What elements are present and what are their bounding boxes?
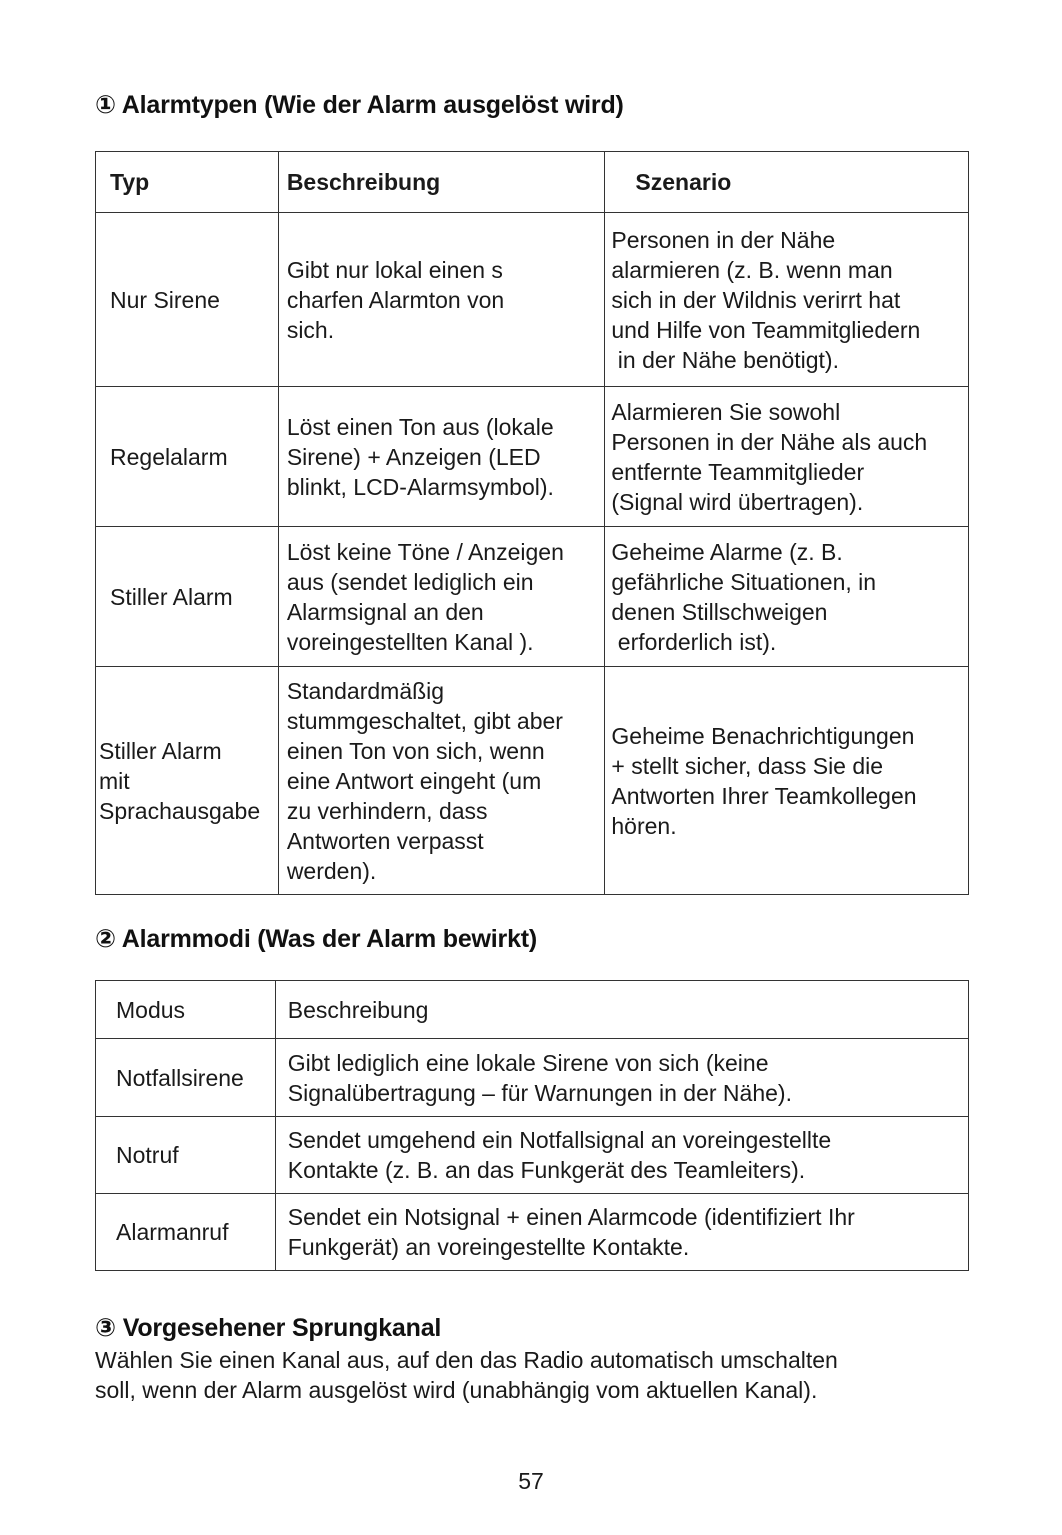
cell-beschreibung: Gibt nur lokal einen s charfen Alarmton von sich.	[278, 213, 605, 387]
cell-szenario: Personen in der Nähe alarmieren (z. B. wenn man sich in der Wildnis verirrt hat und Hilfe von Teammitgliedern in der Nähe benötigt).	[605, 213, 969, 387]
table-row	[96, 527, 969, 667]
cell-beschreibung: Standardmäßig stummgeschaltet, gibt aber einen Ton von sich, wenn eine Antwort eingeht (um zu verhindern, dass Antworten verpasst werden).	[278, 667, 605, 895]
cell-szenario: Alarmieren Sie sowohl Personen in der Nähe als auch entfernte Teammitglieder (Signal wird übertragen).	[605, 387, 969, 527]
column-header-szenario: Szenario	[605, 152, 969, 213]
column-header-beschreibung: Beschreibung	[275, 981, 968, 1039]
section-heading-alarmmodi: ② Alarmmodi (Was der Alarm bewirkt)	[95, 925, 538, 953]
sprungkanal-description: Wählen Sie einen Kanal aus, auf den das Radio automatisch umschalten soll, wenn der Alarm ausgelöst wird (unabhängig vom aktuellen Kanal).	[95, 1347, 838, 1403]
cell-typ: Nur Sirene	[96, 213, 279, 387]
alarmmodi-table	[95, 980, 969, 1271]
section-heading-sprungkanal: ③ Vorgesehener Sprungkanal	[95, 1314, 442, 1342]
cell-beschreibung: Gibt lediglich eine lokale Sirene von sich (keine Signalübertragung – für Warnungen in der Nähe).	[275, 1039, 968, 1117]
table-row	[96, 387, 969, 527]
alarmtypen-table	[95, 151, 969, 895]
cell-szenario: Geheime Benachrichtigungen + stellt sicher, dass Sie die Antworten Ihrer Teamkollegen hören.	[605, 667, 969, 895]
section-heading-alarmtypen: ① Alarmtypen (Wie der Alarm ausgelöst wird)	[95, 91, 624, 119]
cell-beschreibung: Sendet umgehend ein Notfallsignal an voreingestellte Kontakte (z. B. an das Funkgerät des Teamleiters).	[275, 1117, 968, 1194]
cell-modus: Notruf	[96, 1117, 276, 1194]
table-row	[96, 667, 969, 895]
cell-beschreibung: Löst einen Ton aus (lokale Sirene) + Anzeigen (LED blinkt, LCD-Alarmsymbol).	[278, 387, 605, 527]
cell-modus: Alarmanruf	[96, 1194, 276, 1271]
table-row	[96, 1117, 969, 1194]
table-row	[96, 1039, 969, 1117]
table-header-row	[96, 152, 969, 213]
cell-szenario: Geheime Alarme (z. B. gefährliche Situationen, in denen Stillschweigen erforderlich ist).	[605, 527, 969, 667]
cell-modus: Notfallsirene	[96, 1039, 276, 1117]
table-row	[96, 213, 969, 387]
cell-beschreibung: Sendet ein Notsignal + einen Alarmcode (identifiziert Ihr Funkgerät) an voreingestellte Kontakte.	[275, 1194, 968, 1271]
cell-beschreibung: Löst keine Töne / Anzeigen aus (sendet lediglich ein Alarmsignal an den voreingestellten Kanal ).	[278, 527, 605, 667]
cell-typ: Stiller Alarm mit Sprachausgabe	[96, 667, 279, 895]
table-row	[96, 1194, 969, 1271]
column-header-beschreibung: Beschreibung	[278, 152, 605, 213]
column-header-typ: Typ	[96, 152, 279, 213]
cell-typ: Stiller Alarm	[96, 527, 279, 667]
cell-typ: Regelalarm	[96, 387, 279, 527]
column-header-modus: Modus	[96, 981, 276, 1039]
table-header-row	[96, 981, 969, 1039]
page-number: 57	[518, 1468, 544, 1494]
